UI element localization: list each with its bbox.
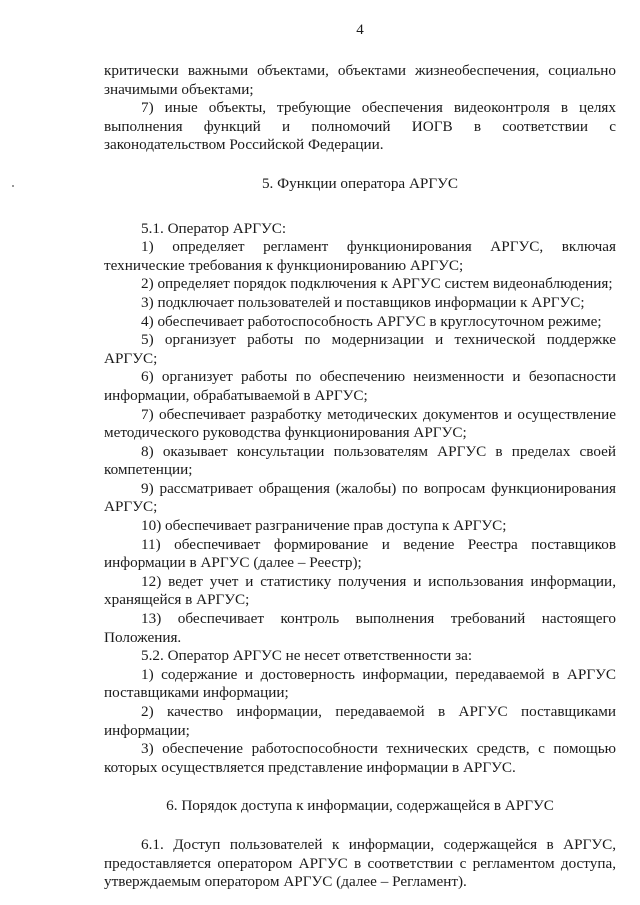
section-6-1-paragraph: 6.1. Доступ пользователей к информации, содержащейся в АРГУС, предоставляется оператором АРГУС в соответствии с регламентом доступа, утверждаемым оператором АРГУС (далее – Регламент). (104, 835, 616, 891)
section-5-heading: 5. Функции оператора АРГУС (261, 174, 459, 192)
page-number: 4 (356, 22, 364, 38)
section-5-1-intro: 5.1. Оператор АРГУС: (141, 219, 287, 237)
paragraph-continuation: критически важными объектами, объектами жизнеобеспечения, социально значимыми объектами; (104, 62, 616, 98)
section-5-2-intro: 5.2. Оператор АРГУС не несет ответственности за: (141, 647, 473, 665)
list-item: 12) ведет учет и статистику получения и использования информации, хранящейся в АРГУС; (104, 572, 616, 609)
paragraph-item-7: 7) иные объекты, требующие обеспечения видеоконтроля в целях выполнения функций и полномочий ИОГВ в соответствии с законодательством Российской Федерации. (104, 99, 616, 154)
list-item: 11) обеспечивает формирование и ведение Реестра поставщиков информации в АРГУС (далее – Реестр); (104, 535, 616, 572)
list-item: 2) качество информации, передаваемой в АРГУС поставщиками информации; (104, 703, 616, 739)
list-item: 7) обеспечивает разработку методических документов и осуществление методического руководства функционирования АРГУС; (104, 405, 616, 442)
list-item: 1) содержание и достоверность информации, передаваемой в АРГУС поставщиками информации; (104, 665, 616, 702)
section-6-heading: 6. Порядок доступа к информации, содержащейся в АРГУС (166, 797, 554, 815)
list-item: 8) оказывает консультации пользователям АРГУС в пределах своей компетенции; (104, 442, 616, 479)
list-item: 1) определяет регламент функционирования АРГУС, включая технические требования к функционированию АРГУС; (104, 238, 616, 274)
list-item: 6) организует работы по обеспечению неизменности и безопасности информации, обрабатываемой в АРГУС; (104, 368, 616, 404)
list-item: 5) организует работы по модернизации и технической поддержке АРГУС; (104, 331, 616, 367)
spacer (104, 155, 616, 175)
list-item: 10) обеспечивает разграничение прав доступа к АРГУС; (141, 517, 507, 535)
scan-speck (12, 185, 14, 187)
list-item: 3) подключает пользователей и поставщиков информации к АРГУС; (141, 293, 585, 311)
list-item: 9) рассматривает обращения (жалобы) по вопросам функционирования АРГУС; (104, 479, 616, 516)
spacer (104, 194, 616, 214)
document-body (104, 62, 616, 892)
list-item: 4) обеспечивает работоспособность АРГУС в круглосуточном режиме; (141, 312, 602, 330)
list-item: 13) обеспечивает контроль выполнения требований настоящего Положения. (104, 610, 616, 646)
spacer (104, 816, 616, 836)
spacer (104, 777, 616, 797)
list-item: 2) определяет порядок подключения к АРГУС систем видеонаблюдения; (141, 275, 613, 293)
list-item: 3) обеспечение работоспособности технических средств, с помощью которых осуществляется представление информации в АРГУС. (104, 740, 616, 776)
